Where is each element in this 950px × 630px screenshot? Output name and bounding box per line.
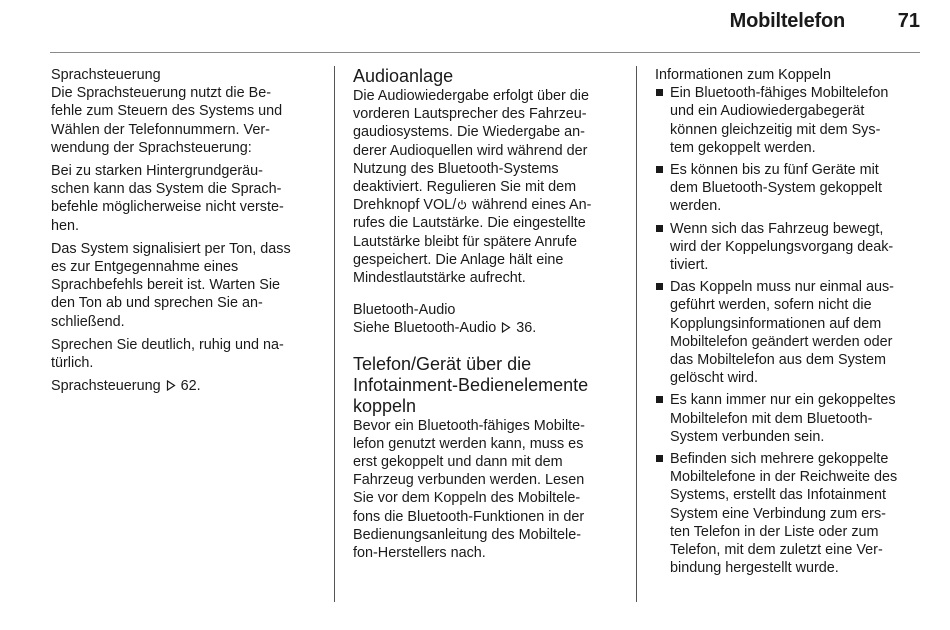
text-line: es zur Entgegennahme eines [51,259,239,276]
page-header-title: Mobiltelefon [729,10,845,32]
text-line [353,197,591,213]
text-line: Lautstärke bleibt für spätere Anrufe [353,233,577,250]
column-pairing-info [655,66,923,581]
text-line: tem gekoppelt werden. [670,139,816,156]
knob-text-pre: Drehknopf VOL/ [353,197,457,214]
text-line: werden. [670,198,722,215]
text-line: Mobiltelefon mit dem Bluetooth- [670,410,873,427]
text-line: Kopplungsinformationen auf dem [670,315,882,332]
cross-reference-text: Siehe Bluetooth-Audio [353,320,497,337]
text-line: fon-Herstellers nach. [353,545,486,562]
text-line: Mobiltelefon geändert werden oder [670,333,893,350]
text-line: türlich. [51,355,94,372]
list-item [655,161,923,216]
text-line: tiviert. [670,257,709,274]
square-bullet-icon [656,166,663,173]
page-reference-arrow-icon [501,322,511,333]
text-line: den Ton ab und sprechen Sie an- [51,295,263,312]
page-number: 71 [897,10,920,32]
list-item [655,391,923,446]
text-line: fons die Bluetooth-Funktionen in der [353,508,585,525]
cross-reference-text: Sprachsteuerung [51,378,161,395]
text-line: Bevor ein Bluetooth-fähiges Mobilte- [353,417,585,434]
text-line: Wählen der Telefonnummern. Ver- [51,121,270,138]
text-line: Bedienungsanleitung des Mobiltele- [353,526,582,543]
text-line: derer Audioquellen wird während der [353,142,588,159]
text-line: geführt werden, sofern nicht die [670,297,872,314]
paragraph [51,240,323,331]
text-line: wendung der Sprachsteuerung: [51,139,252,156]
heading-line: koppeln [353,395,417,416]
text-line: dem Bluetooth-System gekoppelt [670,180,882,197]
column-audio [353,66,625,562]
text-line: Nutzung des Bluetooth-Systems [353,160,559,177]
text-line: gaudiosystems. Die Wiedergabe an- [353,124,585,141]
column-divider [636,66,637,602]
column-divider [334,66,335,602]
text-line: Befinden sich mehrere gekoppelte [670,451,889,468]
cross-reference[interactable] [353,319,625,337]
square-bullet-icon [656,396,663,403]
square-bullet-icon [656,89,663,96]
square-bullet-icon [656,283,663,290]
cross-reference-page: 62. [180,378,201,395]
paragraph [51,162,323,235]
text-line: bindung hergestellt wurde. [670,560,839,577]
text-line: wird der Koppelungsvorgang deak- [670,238,894,255]
heading-line: Infotainment-Bedienelemente [353,374,589,395]
text-line: Systems, erstellt das Infotainment [670,487,886,504]
text-line: hen. [51,217,80,234]
bullet-list [655,84,923,577]
list-item [655,450,923,577]
text-line: Mindestlautstärke aufrecht. [353,270,526,287]
text-line: Sprachbefehls bereit ist. Warten Sie [51,277,281,294]
list-item [655,220,923,275]
list-item [655,278,923,387]
text-line: das Mobiltelefon aus dem System [670,352,886,369]
text-line: deaktiviert. Regulieren Sie mit dem [353,179,577,196]
heading-line: Telefon/Gerät über die [353,353,532,374]
square-bullet-icon [656,455,663,462]
section-heading [353,354,625,417]
header-rule [50,52,920,53]
text-line: Fahrzeug verbunden werden. Lesen [353,472,585,489]
text-line: ten Telefon in der Liste oder zum [670,523,879,540]
column-voice-control [51,66,323,395]
text-line: Die Audiowiedergabe erfolgt über die [353,88,590,104]
text-line: und ein Audiowiedergabegerät [670,103,865,120]
paragraph [353,87,625,287]
text-line: befehle möglicherweise nicht verste- [51,199,284,216]
text-line: fehle zum Steuern des Systems und [51,103,283,120]
text-line: Die Sprachsteuerung nutzt die Be- [51,85,271,102]
section-heading: Audioanlage [353,66,454,86]
text-line: Das System signalisiert per Ton, dass [51,240,291,257]
text-line: vorderen Lautsprecher des Fahrzeu- [353,106,587,123]
text-line: System verbunden sein. [670,428,825,445]
cross-reference[interactable] [51,377,323,395]
text-line: erst gekoppelt und dann mit dem [353,454,563,471]
text-line: rufes die Lautstärke. Die eingestellte [353,215,586,232]
paragraph [51,336,323,372]
text-line: können gleichzeitig mit dem Sys- [670,121,881,138]
knob-text-post: während eines An- [468,197,592,214]
text-line: Sprechen Sie deutlich, ruhig und na- [51,336,284,353]
text-line: gelöscht wird. [670,370,758,387]
paragraph [51,84,323,157]
text-line: Telefon, mit dem zuletzt eine Ver- [670,542,883,559]
section-heading: Sprachsteuerung [51,67,161,83]
list-item [655,84,923,157]
text-line: Sie vor dem Koppeln des Mobiltele- [353,490,581,507]
text-line: Es können bis zu fünf Geräte mit [670,162,879,179]
cross-reference-page: 36. [516,320,537,337]
text-line: Wenn sich das Fahrzeug bewegt, [670,220,884,237]
text-line: System eine Verbindung zum ers- [670,505,886,522]
text-line: Es kann immer nur ein gekoppeltes [670,392,896,409]
text-line: Ein Bluetooth-fähiges Mobiltelefon [670,85,889,102]
power-icon [457,199,467,210]
text-line: schließend. [51,313,125,330]
text-line: gespeichert. Die Anlage hält eine [353,251,564,268]
text-line: schen kann das System die Sprach- [51,181,282,198]
page-reference-arrow-icon [166,380,176,391]
text-line: Das Koppeln muss nur einmal aus- [670,279,894,296]
text-line: lefon genutzt werden kann, muss es [353,435,584,452]
section-heading: Bluetooth-Audio [353,302,456,319]
text-line: Mobiltelefone in der Reichweite des [670,469,898,486]
section-heading: Informationen zum Koppeln [655,67,831,83]
square-bullet-icon [656,225,663,232]
paragraph [353,417,625,563]
text-line: Bei zu starken Hintergrundgeräu- [51,163,263,180]
